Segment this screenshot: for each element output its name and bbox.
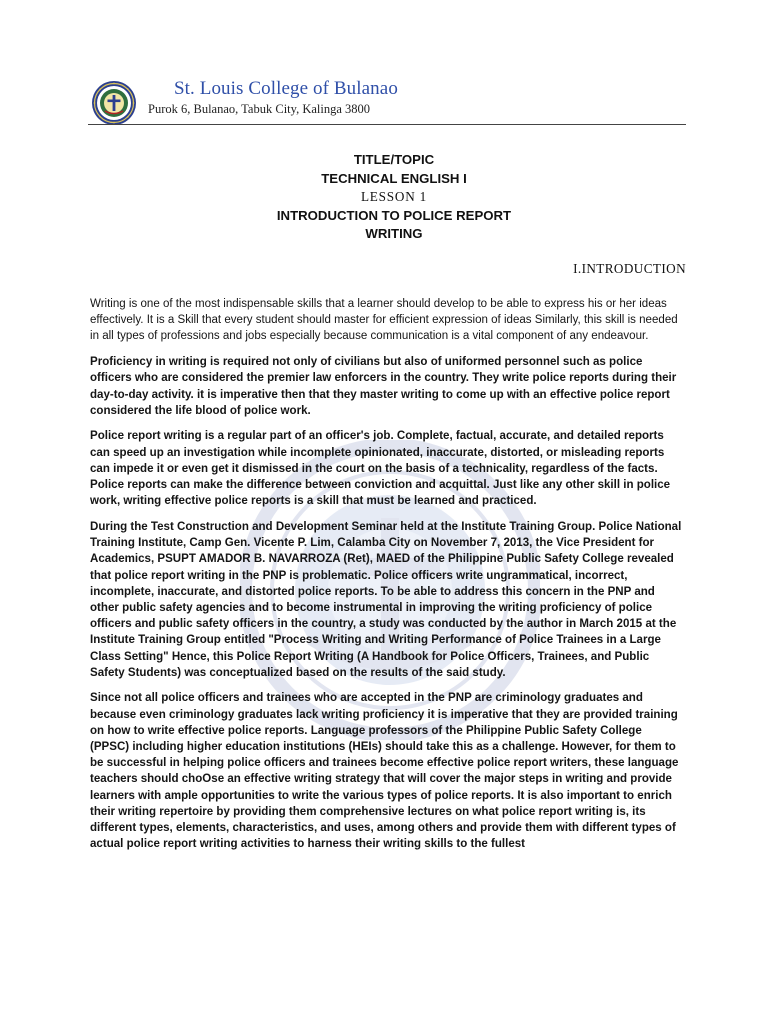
paragraph: Police report writing is a regular part of an officer's job. Complete, factual, accurate, and detailed reports can speed up an investigation while incomplete opinionated, inaccurate, distorted, or misleading reports can impede it or even get it dismissed in the court on the basis of a technicality, regardless of the facts. Police reports can make the difference between conviction and acquittal. Just like any other skill in police work, writing effective police reports is a skill that must be learned and practiced.	[90, 430, 671, 508]
topic-title-line-2: WRITING	[365, 226, 423, 241]
paragraph: Proficiency in writing is required not only of civilians but also of uniformed personnel such as police officers who are considered the premier law enforcers in the country. They write police reports during their day-to-day activity. it is imperative then that they master writing to come up with an effective police report considered the life blood of police work.	[90, 356, 677, 417]
letterhead	[0, 0, 768, 126]
title-label: TITLE/TOPIC	[353, 152, 435, 167]
body-text	[90, 296, 682, 862]
school-seal-icon	[91, 80, 137, 126]
school-address: Purok 6, Bulanao, Tabuk City, Kalinga 3800	[148, 102, 371, 116]
lesson-number: LESSON 1	[360, 189, 428, 204]
header-divider	[88, 124, 686, 125]
section-heading: I.INTRODUCTION	[573, 261, 686, 276]
title-block	[150, 151, 638, 244]
paragraph: During the Test Construction and Development Seminar held at the Institute Training Group. Police National Training Institute, Camp Gen. Vicente P. Lim, Calamba City on November 7, 2013, the Vice President for Academics, PSUPT AMADOR B. NAVARROZA (Ret), MAED of the Philippine Public Safety College revealed that police report writing in the PNP is problematic. Police officers write ungrammatical, incorrect, incomplete, inaccurate, and distorted police reports. To be able to address this concern in the PNP and other public safety agencies and to become instrumental in improving the writing proficiency of police officers and public safety officers in the country, a study was conducted by the author in March 2015 at the Institute Training Group entitled "Process Writing and Writing Performance of Police Trainees in a Large Class Setting" Hence, this Police Report Writing (A Handbook for Police Officers, Trainees, and Public Safety Students) was conceptualized based on the results of the said study.	[90, 520, 682, 679]
school-name: St. Louis College of Bulanao	[174, 78, 398, 99]
topic-title-line-1: INTRODUCTION TO POLICE REPORT	[276, 207, 512, 223]
paragraph: Writing is one of the most indispensable skills that a learner should develop to be able to express his or her ideas effectively. It is a Skill that every student should master for efficient expression of ideas Similarly, this skill is needed in all types of professions and jobs especially because communication is a vital component of any endeavour.	[90, 298, 678, 343]
course-title: TECHNICAL ENGLISH I	[321, 170, 467, 186]
paragraph: Since not all police officers and trainees who are accepted in the PNP are criminology graduates and because even criminology graduates lack writing proficiency it is imperative that they are provided training on how to write effective police reports. Language professors of the Philippine Public Safety College (PPSC) including higher education institutions (HEIs) should take this as a challenge. However, for them to be successful in helping police officers and trainees become effective police report writers, these language teachers should choOse an effective writing strategy that will cover the major steps in writing and provide learners with ample opportunities to write the various types of police reports. It is also important to enrich their writing repertoire by providing them comprehensive lectures on what police report writing is, its different types, elements, characteristics, and uses, among others and provide them with different types of actual police report writing activities to harness their writing skills to the fullest	[90, 692, 679, 851]
